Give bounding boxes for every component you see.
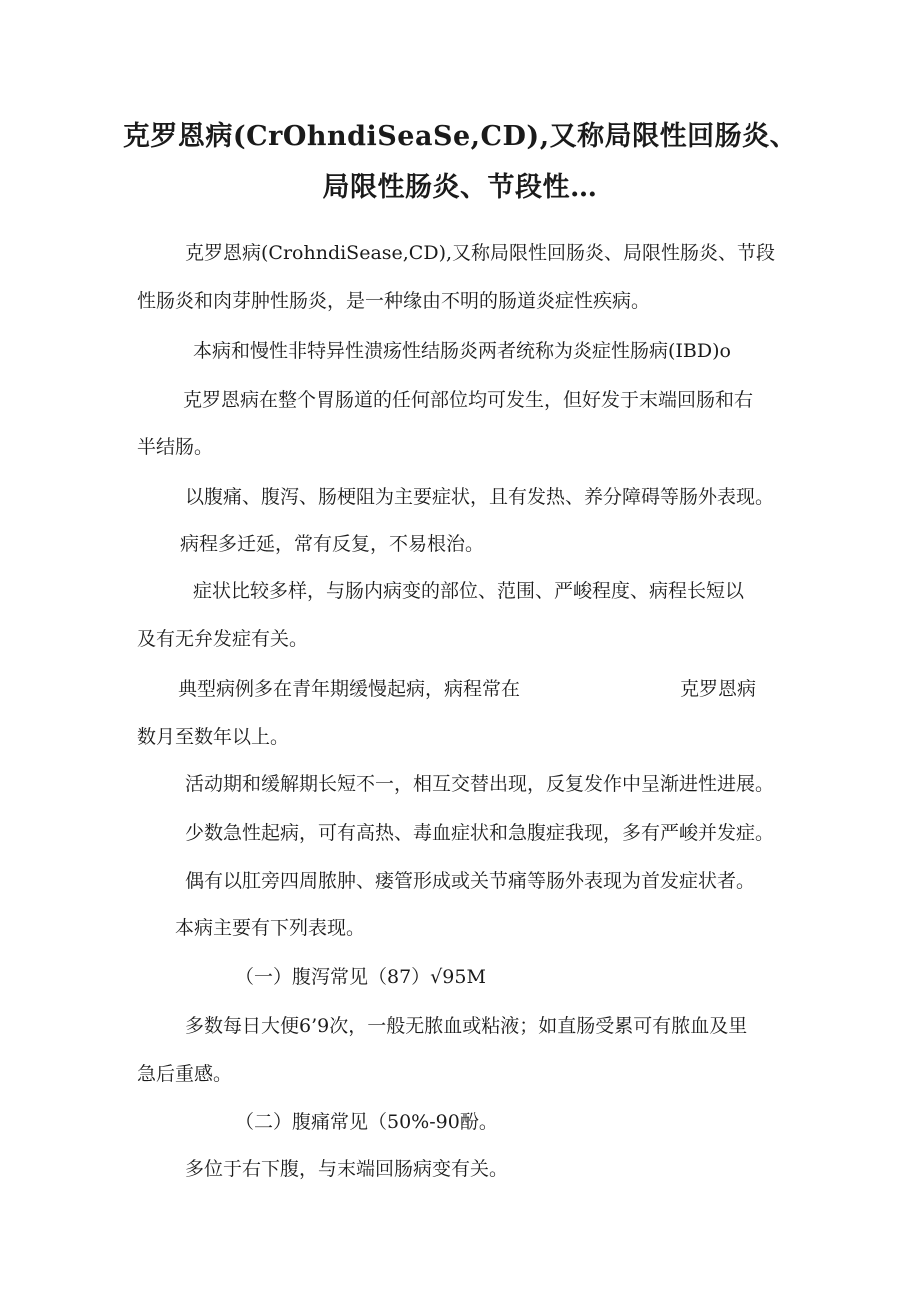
paragraph-line-18: 多位于右下腹，与末端回肠病变有关。 [185, 1158, 509, 1180]
paragraph-line-17: 急后重感。 [137, 1063, 233, 1085]
paragraph-line-8: 症状比较多样，与肠内病变的部位、范围、严峻程度、病程长短以 [193, 580, 745, 602]
paragraph-line-13: 少数急性起病，可有高热、毒血症状和急腹症我现，多有严峻并发症。 [185, 822, 775, 844]
paragraph-line-2: 性肠炎和肉芽肿性肠炎，是一种缘由不明的肠道炎症性疾病。 [137, 290, 651, 312]
paragraph-line-15: 本病主要有下列表现。 [175, 917, 366, 939]
paragraph-line-4: 克罗恩病在整个胃肠道的任何部位均可发生，但好发于末端回肠和右 [183, 389, 754, 411]
paragraph-line-6: 以腹痛、腹泻、肠梗阻为主要症状，且有发热、养分障碍等肠外表现。 [185, 486, 775, 508]
paragraph-line-1: 克罗恩病(CrohndiSease,CD),又称局限性回肠炎、局限性肠炎、节段 [185, 242, 776, 264]
paragraph-line-10: 典型病例多在青年期缓慢起病，病程常在 [178, 678, 521, 700]
paragraph-line-12: 活动期和缓解期长短不一，相互交替出现，反复发作中呈渐进性进展。 [185, 773, 775, 795]
paragraph-line-7: 病程多迁延，常有反复，不易根治。 [180, 533, 485, 555]
document-title-line-1: 克罗恩病(CrOhndiSeaSe,CD),又称局限性回肠炎、 [122, 121, 798, 152]
paragraph-line-14: 偶有以肛旁四周脓肿、瘘管形成或关节痛等肠外表现为首发症状者。 [185, 870, 756, 892]
paragraph-line-3: 本病和慢性非特异性溃疡性结肠炎两者统称为炎症性肠病(IBD)o [193, 340, 731, 362]
paragraph-line-11: 数月至数年以上。 [137, 726, 290, 748]
section-heading-2: （二）腹痛常见（50%-90酚。 [235, 1111, 498, 1133]
paragraph-line-16: 多数每日大便6’9次，一般无脓血或粘液；如直肠受累可有脓血及里 [185, 1015, 748, 1037]
paragraph-line-5: 半结肠。 [137, 436, 214, 458]
document-title-line-2: 局限性肠炎、节段性… [322, 172, 598, 203]
floating-text: 克罗恩病 [680, 678, 757, 700]
section-heading-1: （一）腹泻常见（87）√95M [235, 966, 486, 988]
paragraph-line-9: 及有无弁发症有关。 [137, 628, 309, 650]
